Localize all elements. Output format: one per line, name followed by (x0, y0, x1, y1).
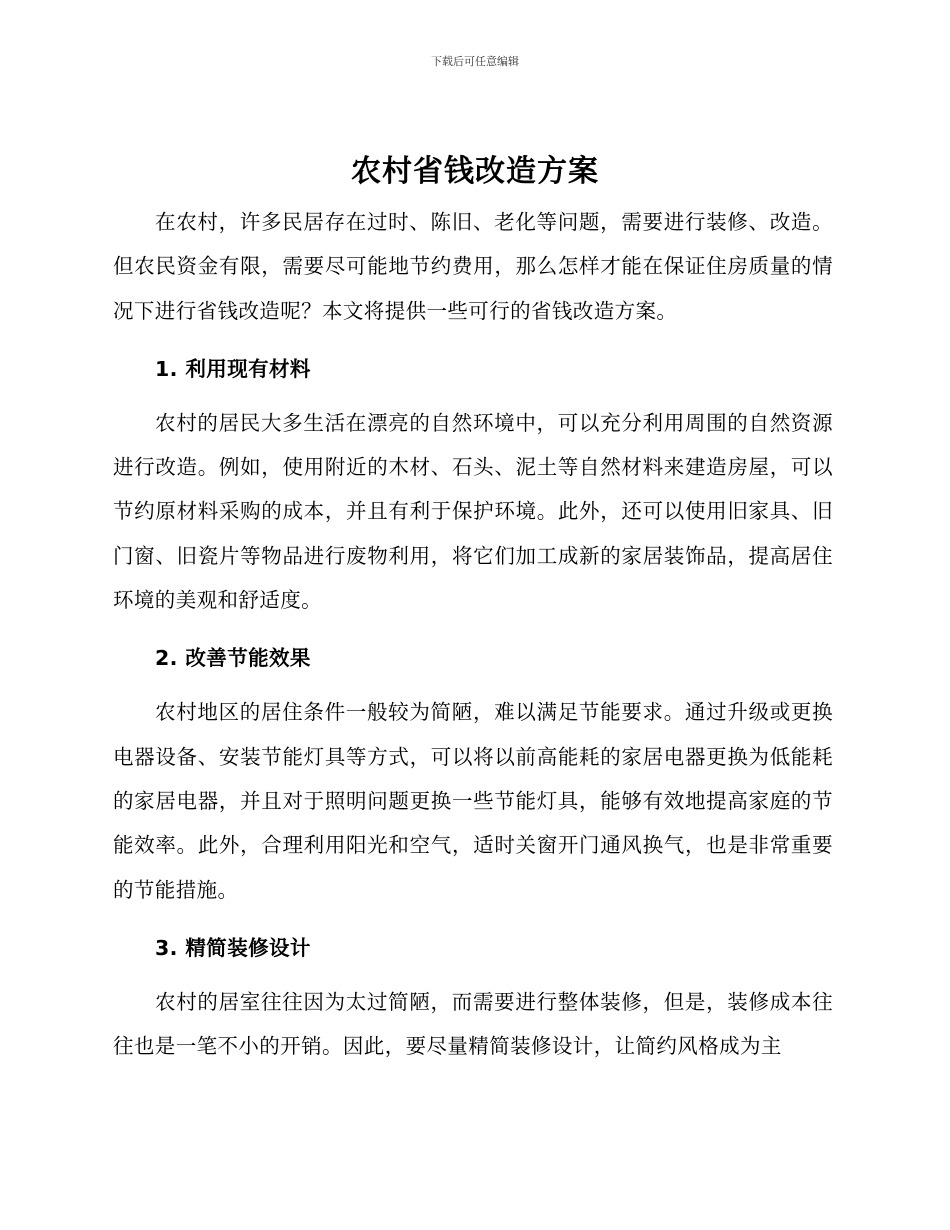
section-heading-2: 2. 改善节能效果 (155, 646, 311, 671)
page-header: 下载后可任意编辑 (431, 55, 519, 68)
section-heading-1: 1. 利用现有材料 (155, 356, 311, 381)
section-paragraph-1: 农村的居民大多生活在漂亮的自然环境中，可以充分利用周围的自然资源进行改造。例如，使用附近的木材、石头、泥土等自然材料来建造房屋，可以节约原材料采购的成本，并且有利于保护环境。此外，还可以使用旧家具、旧门窗、旧瓷片等物品进行废物利用，将它们加工成新的家居装饰品，提高居住环境的美观和舒适度。 (113, 410, 833, 613)
document-body (113, 200, 833, 1068)
section-paragraph-2: 农村地区的居住条件一般较为简陋，难以满足节能要求。通过升级或更换电器设备、安装节能灯具等方式，可以将以前高能耗的家居电器更换为低能耗的家居电器，并且对于照明问题更换一些节能灯具，能够有效地提高家庭的节能效率。此外，合理利用阳光和空气，适时关窗开门通风换气，也是非常重要的节能措施。 (113, 700, 833, 902)
section-paragraph-3: 农村的居室往往因为太过简陋，而需要进行整体装修，但是，装修成本往往也是一笔不小的开销。因此，要尽量精简装修设计，让简约风格成为主 (113, 989, 833, 1059)
section-heading-3: 3. 精简装修设计 (155, 935, 311, 960)
document-title: 农村省钱改造方案 (351, 154, 599, 189)
intro-paragraph: 在农村，许多民居存在过时、陈旧、老化等问题，需要进行装修、改造。但农民资金有限，需要尽可能地节约费用，那么怎样才能在保证住房质量的情况下进行省钱改造呢？本文将提供一些可行的省钱改造方案。 (113, 210, 833, 323)
